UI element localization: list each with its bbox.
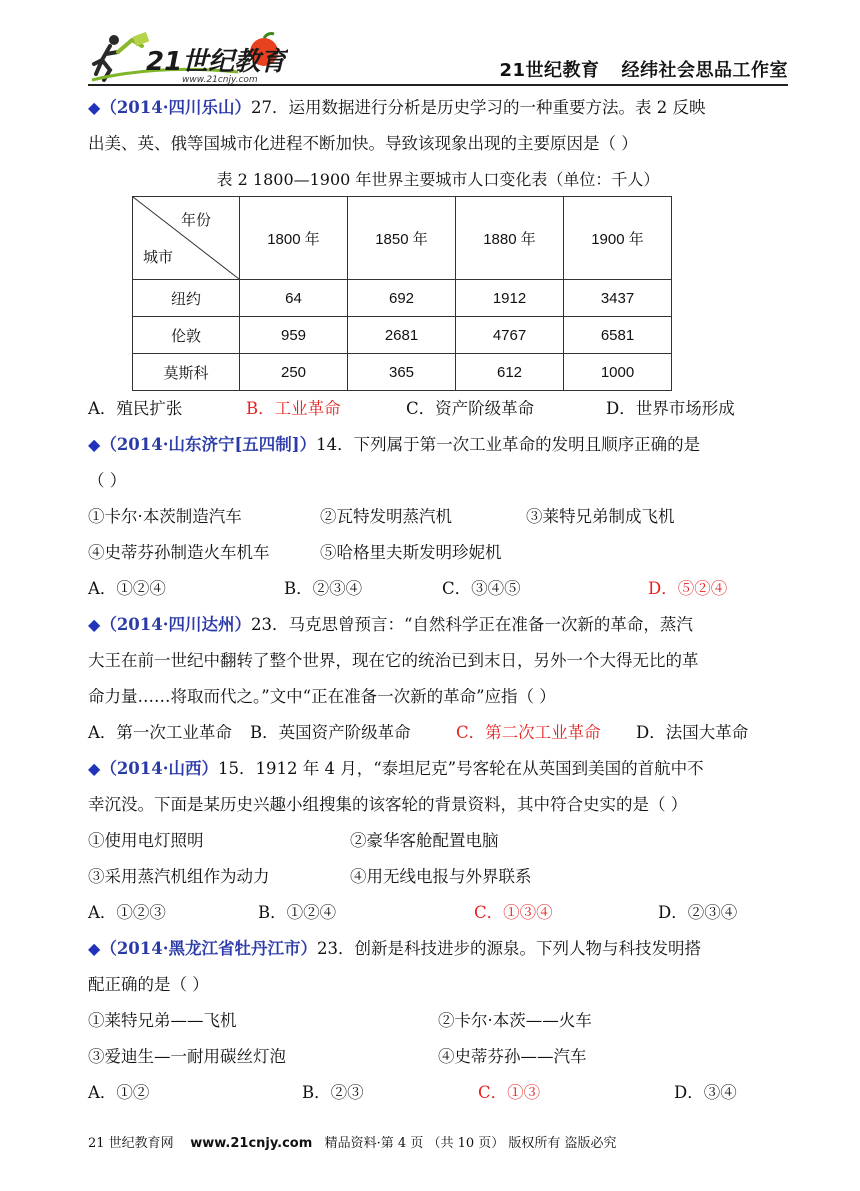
option-c-answer: C．①③ bbox=[478, 1083, 541, 1102]
table-header-cell: 1900 年 bbox=[564, 197, 672, 280]
table-corner-cell bbox=[133, 197, 240, 280]
q3-options bbox=[88, 715, 788, 751]
option-a: A．第一次工业革命 bbox=[88, 723, 232, 742]
list-item: ②瓦特发明蒸汽机 bbox=[320, 507, 452, 526]
table-cell: 365 bbox=[348, 354, 456, 391]
diamond-bullet-icon: ◆ bbox=[88, 759, 101, 778]
svg-text:21世纪教育: 21世纪教育 bbox=[146, 47, 287, 77]
q5-items1 bbox=[88, 1003, 788, 1039]
option-a: A．①②③ bbox=[88, 903, 166, 922]
option-d-answer: D．⑤②④ bbox=[648, 579, 728, 598]
q2-source: （2014·山东济宁[五四制]） bbox=[100, 435, 317, 454]
option-a: A．殖民扩张 bbox=[88, 399, 183, 418]
q5-line2: 配正确的是（ ） bbox=[88, 975, 209, 994]
option-d: D．法国大革命 bbox=[636, 723, 749, 742]
table-row bbox=[133, 280, 672, 317]
list-item: ①卡尔·本茨制造汽车 bbox=[88, 507, 242, 526]
table-row bbox=[133, 317, 672, 354]
footer-left: 21 世纪教育网 bbox=[88, 1136, 174, 1151]
city-cell: 莫斯科 bbox=[133, 354, 240, 391]
table-header-cell: 1800 年 bbox=[240, 197, 348, 280]
corner-year-label: 年份 bbox=[180, 211, 211, 229]
option-b: B．②③④ bbox=[284, 579, 363, 598]
corner-city-label: 城市 bbox=[143, 248, 174, 266]
q5-line1: ◆（2014·黑龙江省牡丹江市）23．创新是科技进步的源泉。下列人物与科技发明搭 bbox=[88, 939, 701, 958]
table-cell: 692 bbox=[348, 280, 456, 317]
q2-options bbox=[88, 571, 788, 607]
q4-line1: ◆（2014·山西）15．1912 年 4 月，“泰坦尼克”号客轮在从英国到美国的首航中不 bbox=[88, 759, 704, 778]
option-c: C．资产阶级革命 bbox=[406, 399, 535, 418]
page-header bbox=[88, 22, 788, 84]
option-b: B．①②④ bbox=[258, 903, 337, 922]
q4-items2 bbox=[88, 859, 788, 895]
table-cell: 2681 bbox=[348, 317, 456, 354]
list-item: ①莱特兄弟——飞机 bbox=[88, 1011, 237, 1030]
footer-site-link[interactable]: www.21cnjy.com bbox=[190, 1136, 313, 1151]
table-cell: 6581 bbox=[564, 317, 672, 354]
list-item: ④用无线电报与外界联系 bbox=[350, 867, 532, 886]
q2-line2: （ ） bbox=[88, 471, 127, 490]
list-item: ④史蒂芬孙——汽车 bbox=[438, 1047, 587, 1066]
q4-source: （2014·山西） bbox=[100, 759, 218, 778]
q4-items1 bbox=[88, 823, 788, 859]
page-footer bbox=[88, 1132, 788, 1151]
table-cell: 4767 bbox=[456, 317, 564, 354]
list-item: ②豪华客舱配置电脑 bbox=[350, 831, 499, 850]
option-c: C．③④⑤ bbox=[442, 579, 521, 598]
table-cell: 959 bbox=[240, 317, 348, 354]
list-item: ⑤哈格里夫斯发明珍妮机 bbox=[320, 543, 502, 562]
q5-items2 bbox=[88, 1039, 788, 1075]
q5-source: （2014·黑龙江省牡丹江市） bbox=[100, 939, 317, 958]
diamond-bullet-icon: ◆ bbox=[88, 98, 101, 117]
option-d: D．世界市场形成 bbox=[606, 399, 735, 418]
logo-image bbox=[88, 30, 288, 86]
q3-source: （2014·四川达州） bbox=[100, 615, 251, 634]
header-title-left: 21世纪教育 bbox=[499, 60, 600, 81]
table-header-cell: 1880 年 bbox=[456, 197, 564, 280]
q2-items2 bbox=[88, 535, 788, 571]
table-cell: 1000 bbox=[564, 354, 672, 391]
option-b: B．英国资产阶级革命 bbox=[250, 723, 411, 742]
footer-rest: 精品资料·第 4 页 （共 10 页） 版权所有 盗版必究 bbox=[324, 1136, 617, 1151]
city-cell: 伦敦 bbox=[133, 317, 240, 354]
header-divider bbox=[88, 84, 788, 86]
option-d: D．③④ bbox=[674, 1083, 737, 1102]
table-cell: 64 bbox=[240, 280, 348, 317]
option-a: A．①② bbox=[88, 1083, 150, 1102]
q1-line1: ◆（2014·四川乐山）27．运用数据进行分析是历史学习的一种重要方法。表 2 反映 bbox=[88, 98, 706, 117]
table-caption: 表 2 1800—1900 年世界主要城市人口变化表（单位：千人） bbox=[216, 170, 660, 189]
list-item: ③莱特兄弟制成飞机 bbox=[526, 507, 675, 526]
q1-line2: 出美、英、俄等国城市化进程不断加快。导致该现象出现的主要原因是（ ） bbox=[88, 134, 638, 153]
q4-options bbox=[88, 895, 788, 931]
population-table bbox=[132, 196, 672, 391]
table-cell: 250 bbox=[240, 354, 348, 391]
diamond-bullet-icon: ◆ bbox=[88, 435, 101, 454]
diamond-bullet-icon: ◆ bbox=[88, 615, 101, 634]
header-title-right: 经纬社会思品工作室 bbox=[621, 60, 788, 81]
list-item: ②卡尔·本茨——火车 bbox=[438, 1011, 592, 1030]
table-row bbox=[133, 354, 672, 391]
q3-line2: 大王在前一世纪中翻转了整个世界，现在它的统治已到末日，另外一个大得无比的革 bbox=[88, 651, 699, 670]
option-a: A．①②④ bbox=[88, 579, 166, 598]
list-item: ③采用蒸汽机组作为动力 bbox=[88, 867, 270, 886]
table-header-cell: 1850 年 bbox=[348, 197, 456, 280]
city-cell: 纽约 bbox=[133, 280, 240, 317]
page-content bbox=[88, 90, 788, 1111]
option-d: D．②③④ bbox=[658, 903, 738, 922]
q1-options bbox=[88, 391, 788, 427]
table-cell: 612 bbox=[456, 354, 564, 391]
list-item: ④史蒂芬孙制造火车机车 bbox=[88, 543, 270, 562]
q3-line3: 命力量……将取而代之。”文中“正在准备一次新的革命”应指（ ） bbox=[88, 687, 556, 706]
list-item: ③爱迪生—一耐用碳丝灯泡 bbox=[88, 1047, 286, 1066]
option-c-answer: C．①③④ bbox=[474, 903, 553, 922]
option-c-answer: C．第二次工业革命 bbox=[456, 723, 601, 742]
q4-line2: 幸沉没。下面是某历史兴趣小组搜集的该客轮的背景资料，其中符合史实的是（ ） bbox=[88, 795, 688, 814]
option-b: B．②③ bbox=[302, 1083, 364, 1102]
table-cell: 1912 bbox=[456, 280, 564, 317]
logo bbox=[88, 30, 288, 86]
q3-line1: ◆（2014·四川达州）23．马克思曾预言：“自然科学正在准备一次新的革命，蒸汽 bbox=[88, 615, 693, 634]
q2-line1: ◆（2014·山东济宁[五四制]）14．下列属于第一次工业革命的发明且顺序正确的是 bbox=[88, 435, 701, 454]
list-item: ①使用电灯照明 bbox=[88, 831, 204, 850]
svg-text:www.21cnjy.com: www.21cnjy.com bbox=[182, 75, 258, 85]
header-title bbox=[499, 56, 788, 82]
q1-source: （2014·四川乐山） bbox=[100, 98, 251, 117]
table-cell: 3437 bbox=[564, 280, 672, 317]
diamond-bullet-icon: ◆ bbox=[88, 939, 101, 958]
option-b-answer: B．工业革命 bbox=[246, 399, 341, 418]
q5-options bbox=[88, 1075, 788, 1111]
q2-items1 bbox=[88, 499, 788, 535]
